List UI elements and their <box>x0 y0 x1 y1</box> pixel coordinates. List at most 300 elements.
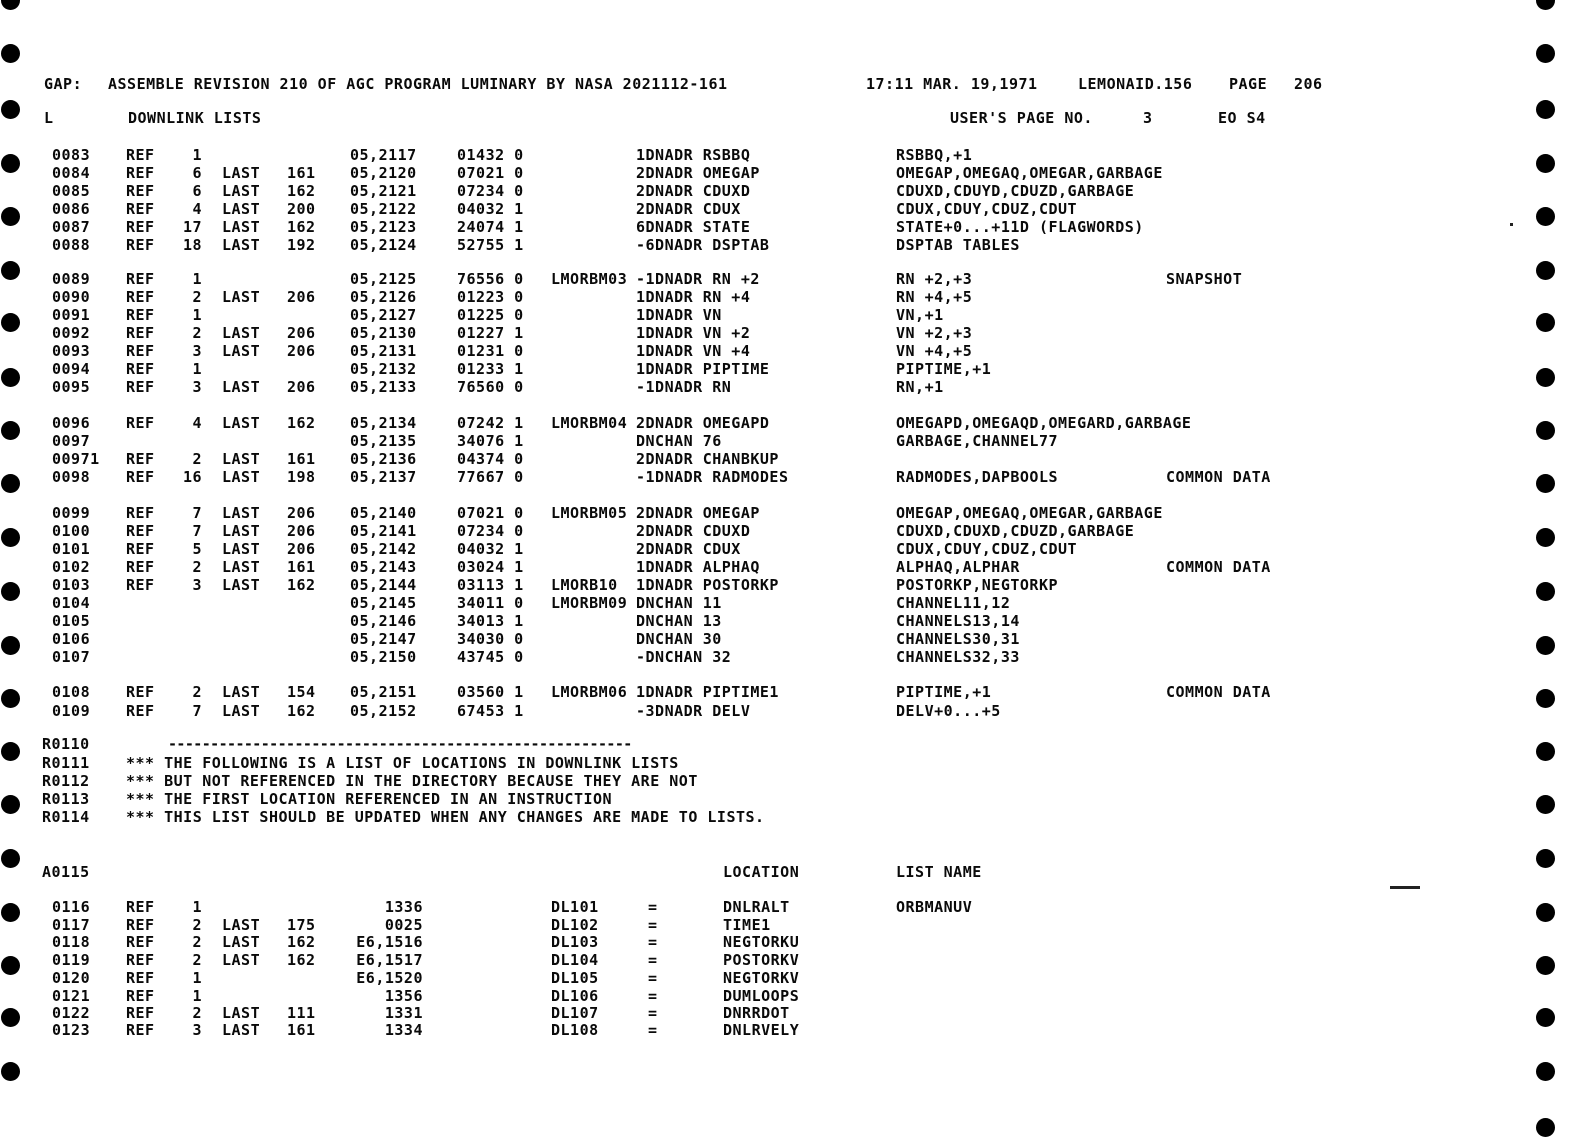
ref-keyword: REF <box>126 540 155 558</box>
octal-value: 07234 0 <box>457 182 524 200</box>
last-page: 200 <box>287 200 316 218</box>
symbol-label: LMORBM06 <box>551 683 628 701</box>
location-name: DNLRALT <box>723 898 790 916</box>
comment: DELV+0...+5 <box>896 702 1001 720</box>
feed-hole <box>1536 1118 1555 1137</box>
comment: POSTORKP,NEGTORKP <box>896 576 1059 594</box>
octal-value: 04032 1 <box>457 540 524 558</box>
address: 05,2117 <box>350 146 417 164</box>
listing-row <box>0 432 1585 450</box>
address: 05,2137 <box>350 468 417 486</box>
last-keyword: LAST <box>222 164 261 182</box>
ref-keyword: REF <box>126 360 155 378</box>
page-label: PAGE <box>1229 75 1268 93</box>
line-number: 0087 <box>52 218 91 236</box>
ref-count: 1 <box>192 969 202 987</box>
comment: PIPTIME,+1 <box>896 683 992 701</box>
comment: PIPTIME,+1 <box>896 360 992 378</box>
instruction: 2DNADR OMEGAPD <box>636 414 770 432</box>
listing-row <box>0 146 1585 164</box>
line-number: 0104 <box>52 594 91 612</box>
last-keyword: LAST <box>222 540 261 558</box>
ref-count: 2 <box>192 288 202 306</box>
instruction: 1DNADR VN +2 <box>636 324 751 342</box>
ref-count: 6 <box>192 164 202 182</box>
ref-count: 1 <box>192 306 202 324</box>
line-number: R0113 <box>42 790 90 808</box>
equate-row <box>0 987 1585 1005</box>
instruction: DNCHAN 13 <box>636 612 722 630</box>
last-keyword: LAST <box>222 468 261 486</box>
address: E6,1516 <box>356 933 423 951</box>
instruction: DNCHAN 11 <box>636 594 722 612</box>
location-name: POSTORKV <box>723 951 800 969</box>
ref-count: 7 <box>192 522 202 540</box>
ref-keyword: REF <box>126 951 155 969</box>
address: 1334 <box>384 1021 423 1039</box>
last-keyword: LAST <box>222 218 261 236</box>
instruction: -DNCHAN 32 <box>636 648 732 666</box>
program-title: ASSEMBLE REVISION 210 OF AGC PROGRAM LUMINARY BY NASA 2021112-161 <box>108 75 728 93</box>
comment: CHANNELS13,14 <box>896 612 1020 630</box>
users-page-number: 3 <box>1143 109 1153 127</box>
ref-count: 4 <box>192 414 202 432</box>
equate-name: DL106 <box>551 987 599 1005</box>
equals-sign: = <box>648 969 658 987</box>
ref-count: 2 <box>192 324 202 342</box>
remark-text: *** THE FOLLOWING IS A LIST OF LOCATIONS IN DOWNLINK LISTS <box>126 754 679 772</box>
instruction: -1DNADR RADMODES <box>636 468 789 486</box>
last-keyword: LAST <box>222 702 261 720</box>
address: 05,2144 <box>350 576 417 594</box>
instruction: 2DNADR OMEGAP <box>636 164 760 182</box>
stray-mark <box>1390 886 1420 889</box>
equals-sign: = <box>648 987 658 1005</box>
line-number: 0121 <box>52 987 91 1005</box>
address: 05,2143 <box>350 558 417 576</box>
line-number: A0115 <box>42 863 90 881</box>
ref-keyword: REF <box>126 146 155 164</box>
address: E6,1517 <box>356 951 423 969</box>
listing-row <box>0 468 1585 486</box>
line-number: 0091 <box>52 306 91 324</box>
comment: RN +2,+3 <box>896 270 973 288</box>
instruction: 1DNADR VN +4 <box>636 342 751 360</box>
last-page: 162 <box>287 702 316 720</box>
octal-value: 34030 0 <box>457 630 524 648</box>
equate-name: DL104 <box>551 951 599 969</box>
l-label: L <box>44 109 54 127</box>
line-number: 0119 <box>52 951 91 969</box>
remark-row <box>0 790 1585 808</box>
octal-value: 01225 0 <box>457 306 524 324</box>
line-number: 0088 <box>52 236 91 254</box>
last-keyword: LAST <box>222 576 261 594</box>
feed-hole <box>1 1062 20 1081</box>
section-title: DOWNLINK LISTS <box>128 109 262 127</box>
instruction: 1DNADR PIPTIME <box>636 360 770 378</box>
line-number: 0090 <box>52 288 91 306</box>
instruction: 1DNADR RSBBQ <box>636 146 751 164</box>
last-keyword: LAST <box>222 504 261 522</box>
equate-name: DL102 <box>551 916 599 934</box>
job-name: LEMONAID.156 <box>1078 75 1193 93</box>
octal-value: 03113 1 <box>457 576 524 594</box>
comment: VN +2,+3 <box>896 324 973 342</box>
symbol-label: LMORBM09 <box>551 594 628 612</box>
comment: CHANNELS30,31 <box>896 630 1020 648</box>
feed-hole <box>1536 44 1555 63</box>
listing-header <box>0 75 1585 93</box>
octal-value: 34013 1 <box>457 612 524 630</box>
ref-keyword: REF <box>126 306 155 324</box>
ref-count: 5 <box>192 540 202 558</box>
comment: CDUXD,CDUXD,CDUZD,GARBAGE <box>896 522 1135 540</box>
equate-row <box>0 969 1585 987</box>
ref-keyword: REF <box>126 236 155 254</box>
ref-count: 4 <box>192 200 202 218</box>
octal-value: 76560 0 <box>457 378 524 396</box>
ref-count: 2 <box>192 558 202 576</box>
comment: VN +4,+5 <box>896 342 973 360</box>
last-keyword: LAST <box>222 378 261 396</box>
address: 05,2140 <box>350 504 417 522</box>
comment: ALPHAQ,ALPHAR <box>896 558 1020 576</box>
ref-keyword: REF <box>126 270 155 288</box>
last-page: 206 <box>287 324 316 342</box>
address: 05,2123 <box>350 218 417 236</box>
comment: VN,+1 <box>896 306 944 324</box>
instruction: 1DNADR RN +4 <box>636 288 751 306</box>
comment: CHANNELS32,33 <box>896 648 1020 666</box>
listing-row <box>0 342 1585 360</box>
line-number: 00971 <box>52 450 100 468</box>
line-number: 0086 <box>52 200 91 218</box>
ref-keyword: REF <box>126 987 155 1005</box>
equate-row <box>0 1021 1585 1039</box>
instruction: 2DNADR CDUXD <box>636 522 751 540</box>
comment: OMEGAP,OMEGAQ,OMEGAR,GARBAGE <box>896 164 1163 182</box>
address: 05,2141 <box>350 522 417 540</box>
line-number: 0107 <box>52 648 91 666</box>
last-page: 162 <box>287 182 316 200</box>
last-page: 162 <box>287 576 316 594</box>
feed-hole <box>1 44 20 63</box>
equals-sign: = <box>648 916 658 934</box>
line-number: 0117 <box>52 916 91 934</box>
address: 05,2135 <box>350 432 417 450</box>
symbol-label: LMORB10 <box>551 576 618 594</box>
location-name: DUMLOOPS <box>723 987 800 1005</box>
symbol-label: LMORBM05 <box>551 504 628 522</box>
equate-row <box>0 916 1585 934</box>
print-timestamp: 17:11 MAR. 19,1971 <box>866 75 1038 93</box>
instruction: 2DNADR CHANBKUP <box>636 450 779 468</box>
remark-row <box>0 735 1585 753</box>
line-number: 0116 <box>52 898 91 916</box>
listing-row <box>0 504 1585 522</box>
listing-row <box>0 594 1585 612</box>
last-page: 162 <box>287 933 316 951</box>
address: 05,2120 <box>350 164 417 182</box>
ref-count: 17 <box>182 218 202 236</box>
ref-keyword: REF <box>126 969 155 987</box>
note: SNAPSHOT <box>1166 270 1243 288</box>
line-number: 0101 <box>52 540 91 558</box>
octal-value: 34011 0 <box>457 594 524 612</box>
ref-keyword: REF <box>126 683 155 701</box>
last-keyword: LAST <box>222 200 261 218</box>
listing-row <box>0 702 1585 720</box>
last-page: 161 <box>287 450 316 468</box>
location-name: DNLRVELY <box>723 1021 800 1039</box>
octal-value: 34076 1 <box>457 432 524 450</box>
line-number: 0093 <box>52 342 91 360</box>
comment: DSPTAB TABLES <box>896 236 1020 254</box>
octal-value: 07234 0 <box>457 522 524 540</box>
line-number: 0099 <box>52 504 91 522</box>
address: 1356 <box>384 987 423 1005</box>
line-number: 0120 <box>52 969 91 987</box>
octal-value: 76556 0 <box>457 270 524 288</box>
listing-row <box>0 450 1585 468</box>
last-keyword: LAST <box>222 951 261 969</box>
location-name: NEGTORKV <box>723 969 800 987</box>
ref-keyword: REF <box>126 1004 155 1022</box>
last-page: 198 <box>287 468 316 486</box>
address: 05,2127 <box>350 306 417 324</box>
ref-count: 2 <box>192 1004 202 1022</box>
line-number: 0123 <box>52 1021 91 1039</box>
ref-count: 3 <box>192 378 202 396</box>
last-page: 206 <box>287 342 316 360</box>
last-page: 162 <box>287 951 316 969</box>
octal-value: 03024 1 <box>457 558 524 576</box>
last-keyword: LAST <box>222 182 261 200</box>
instruction: 1DNADR PIPTIME1 <box>636 683 779 701</box>
last-page: 206 <box>287 540 316 558</box>
ref-keyword: REF <box>126 898 155 916</box>
line-number: R0111 <box>42 754 90 772</box>
line-number: 0083 <box>52 146 91 164</box>
ref-count: 7 <box>192 702 202 720</box>
last-page: 161 <box>287 164 316 182</box>
comment: CDUXD,CDUYD,CDUZD,GARBAGE <box>896 182 1135 200</box>
last-page: 175 <box>287 916 316 934</box>
listing-row <box>0 648 1585 666</box>
octal-value: 67453 1 <box>457 702 524 720</box>
note: COMMON DATA <box>1166 468 1271 486</box>
last-page: 206 <box>287 522 316 540</box>
ref-keyword: REF <box>126 576 155 594</box>
comment: RN,+1 <box>896 378 944 396</box>
location-name: NEGTORKU <box>723 933 800 951</box>
ref-keyword: REF <box>126 288 155 306</box>
feed-hole <box>1 0 20 10</box>
address: 05,2151 <box>350 683 417 701</box>
address: 05,2131 <box>350 342 417 360</box>
last-keyword: LAST <box>222 1004 261 1022</box>
ref-keyword: REF <box>126 916 155 934</box>
ref-keyword: REF <box>126 1021 155 1039</box>
ref-keyword: REF <box>126 182 155 200</box>
instruction: -6DNADR DSPTAB <box>636 236 770 254</box>
last-keyword: LAST <box>222 324 261 342</box>
last-page: 162 <box>287 414 316 432</box>
listing-row <box>0 236 1585 254</box>
location-name: DNRRDOT <box>723 1004 790 1022</box>
last-keyword: LAST <box>222 1021 261 1039</box>
comment: CDUX,CDUY,CDUZ,CDUT <box>896 200 1078 218</box>
listing-row <box>0 164 1585 182</box>
line-number: 0103 <box>52 576 91 594</box>
ref-count: 1 <box>192 146 202 164</box>
line-number: 0084 <box>52 164 91 182</box>
listing-row <box>0 200 1585 218</box>
feed-hole <box>1536 0 1555 10</box>
line-number: 0102 <box>52 558 91 576</box>
instruction: 1DNADR VN <box>636 306 722 324</box>
line-number: 0092 <box>52 324 91 342</box>
ref-count: 1 <box>192 987 202 1005</box>
list-name: ORBMANUV <box>896 898 973 916</box>
ref-count: 6 <box>192 182 202 200</box>
eo-code: EO S4 <box>1218 109 1266 127</box>
users-page-label: USER'S PAGE NO. <box>950 109 1093 127</box>
equate-name: DL108 <box>551 1021 599 1039</box>
ref-keyword: REF <box>126 558 155 576</box>
remark-row <box>0 754 1585 772</box>
location-header: LOCATION <box>723 863 800 881</box>
listing-row <box>0 630 1585 648</box>
ref-count: 1 <box>192 270 202 288</box>
ref-count: 18 <box>182 236 202 254</box>
listing-row <box>0 612 1585 630</box>
listing-row <box>0 182 1585 200</box>
equate-name: DL101 <box>551 898 599 916</box>
remark-text: *** THIS LIST SHOULD BE UPDATED WHEN ANY CHANGES ARE MADE TO LISTS. <box>126 808 765 826</box>
remark-row <box>0 808 1585 826</box>
ref-keyword: REF <box>126 378 155 396</box>
equals-sign: = <box>648 1021 658 1039</box>
instruction: 2DNADR CDUXD <box>636 182 751 200</box>
last-keyword: LAST <box>222 288 261 306</box>
page-number: 206 <box>1294 75 1323 93</box>
listing-row <box>0 324 1585 342</box>
instruction: -3DNADR DELV <box>636 702 751 720</box>
instruction: 2DNADR OMEGAP <box>636 504 760 522</box>
comment: STATE+0...+11D (FLAGWORDS) <box>896 218 1144 236</box>
equate-name: DL105 <box>551 969 599 987</box>
remark-row <box>0 772 1585 790</box>
comment: OMEGAPD,OMEGAQD,OMEGARD,GARBAGE <box>896 414 1192 432</box>
ref-keyword: REF <box>126 450 155 468</box>
instruction: 6DNADR STATE <box>636 218 751 236</box>
line-number: 0096 <box>52 414 91 432</box>
remark-text: ------------------------------------------------------- <box>168 735 632 753</box>
list-name-header: LIST NAME <box>896 863 982 881</box>
equate-name: DL107 <box>551 1004 599 1022</box>
octal-value: 52755 1 <box>457 236 524 254</box>
line-number: 0105 <box>52 612 91 630</box>
equals-sign: = <box>648 1004 658 1022</box>
ref-count: 2 <box>192 951 202 969</box>
comment: RSBBQ,+1 <box>896 146 973 164</box>
ref-keyword: REF <box>126 522 155 540</box>
ref-keyword: REF <box>126 200 155 218</box>
address: 0025 <box>384 916 423 934</box>
instruction: DNCHAN 76 <box>636 432 722 450</box>
section-header <box>0 109 1585 127</box>
address: 05,2126 <box>350 288 417 306</box>
last-keyword: LAST <box>222 683 261 701</box>
address: 05,2130 <box>350 324 417 342</box>
equate-row <box>0 951 1585 969</box>
listing-row <box>0 683 1585 701</box>
ref-count: 7 <box>192 504 202 522</box>
ref-count: 3 <box>192 576 202 594</box>
last-keyword: LAST <box>222 522 261 540</box>
address: 05,2147 <box>350 630 417 648</box>
listing-row <box>0 360 1585 378</box>
symbol-label: LMORBM03 <box>551 270 628 288</box>
last-page: 206 <box>287 288 316 306</box>
equate-row <box>0 1004 1585 1022</box>
last-page: 206 <box>287 378 316 396</box>
last-page: 192 <box>287 236 316 254</box>
last-keyword: LAST <box>222 236 261 254</box>
address: 05,2133 <box>350 378 417 396</box>
remark-text: *** BUT NOT REFERENCED IN THE DIRECTORY BECAUSE THEY ARE NOT <box>126 772 698 790</box>
ref-keyword: REF <box>126 414 155 432</box>
line-number: 0100 <box>52 522 91 540</box>
octal-value: 01223 0 <box>457 288 524 306</box>
line-number: 0109 <box>52 702 91 720</box>
octal-value: 03560 1 <box>457 683 524 701</box>
address: 05,2134 <box>350 414 417 432</box>
address: 05,2122 <box>350 200 417 218</box>
equate-row <box>0 933 1585 951</box>
instruction: 1DNADR POSTORKP <box>636 576 779 594</box>
instruction: 2DNADR CDUX <box>636 540 741 558</box>
listing-row <box>0 414 1585 432</box>
address: 05,2136 <box>350 450 417 468</box>
octal-value: 77667 0 <box>457 468 524 486</box>
location-name: TIME1 <box>723 916 771 934</box>
address: 05,2146 <box>350 612 417 630</box>
line-number: 0097 <box>52 432 91 450</box>
ref-count: 2 <box>192 933 202 951</box>
address: 05,2150 <box>350 648 417 666</box>
last-page: 161 <box>287 1021 316 1039</box>
line-number: 0118 <box>52 933 91 951</box>
ref-keyword: REF <box>126 702 155 720</box>
listing-row <box>0 576 1585 594</box>
line-number: 0089 <box>52 270 91 288</box>
address: 05,2132 <box>350 360 417 378</box>
octal-value: 01233 1 <box>457 360 524 378</box>
equate-row <box>0 898 1585 916</box>
ref-keyword: REF <box>126 933 155 951</box>
feed-hole <box>1536 1062 1555 1081</box>
octal-value: 04374 0 <box>457 450 524 468</box>
equate-name: DL103 <box>551 933 599 951</box>
octal-value: 07021 0 <box>457 164 524 182</box>
note: COMMON DATA <box>1166 558 1271 576</box>
line-number: 0106 <box>52 630 91 648</box>
listing-row <box>0 558 1585 576</box>
address: 05,2152 <box>350 702 417 720</box>
